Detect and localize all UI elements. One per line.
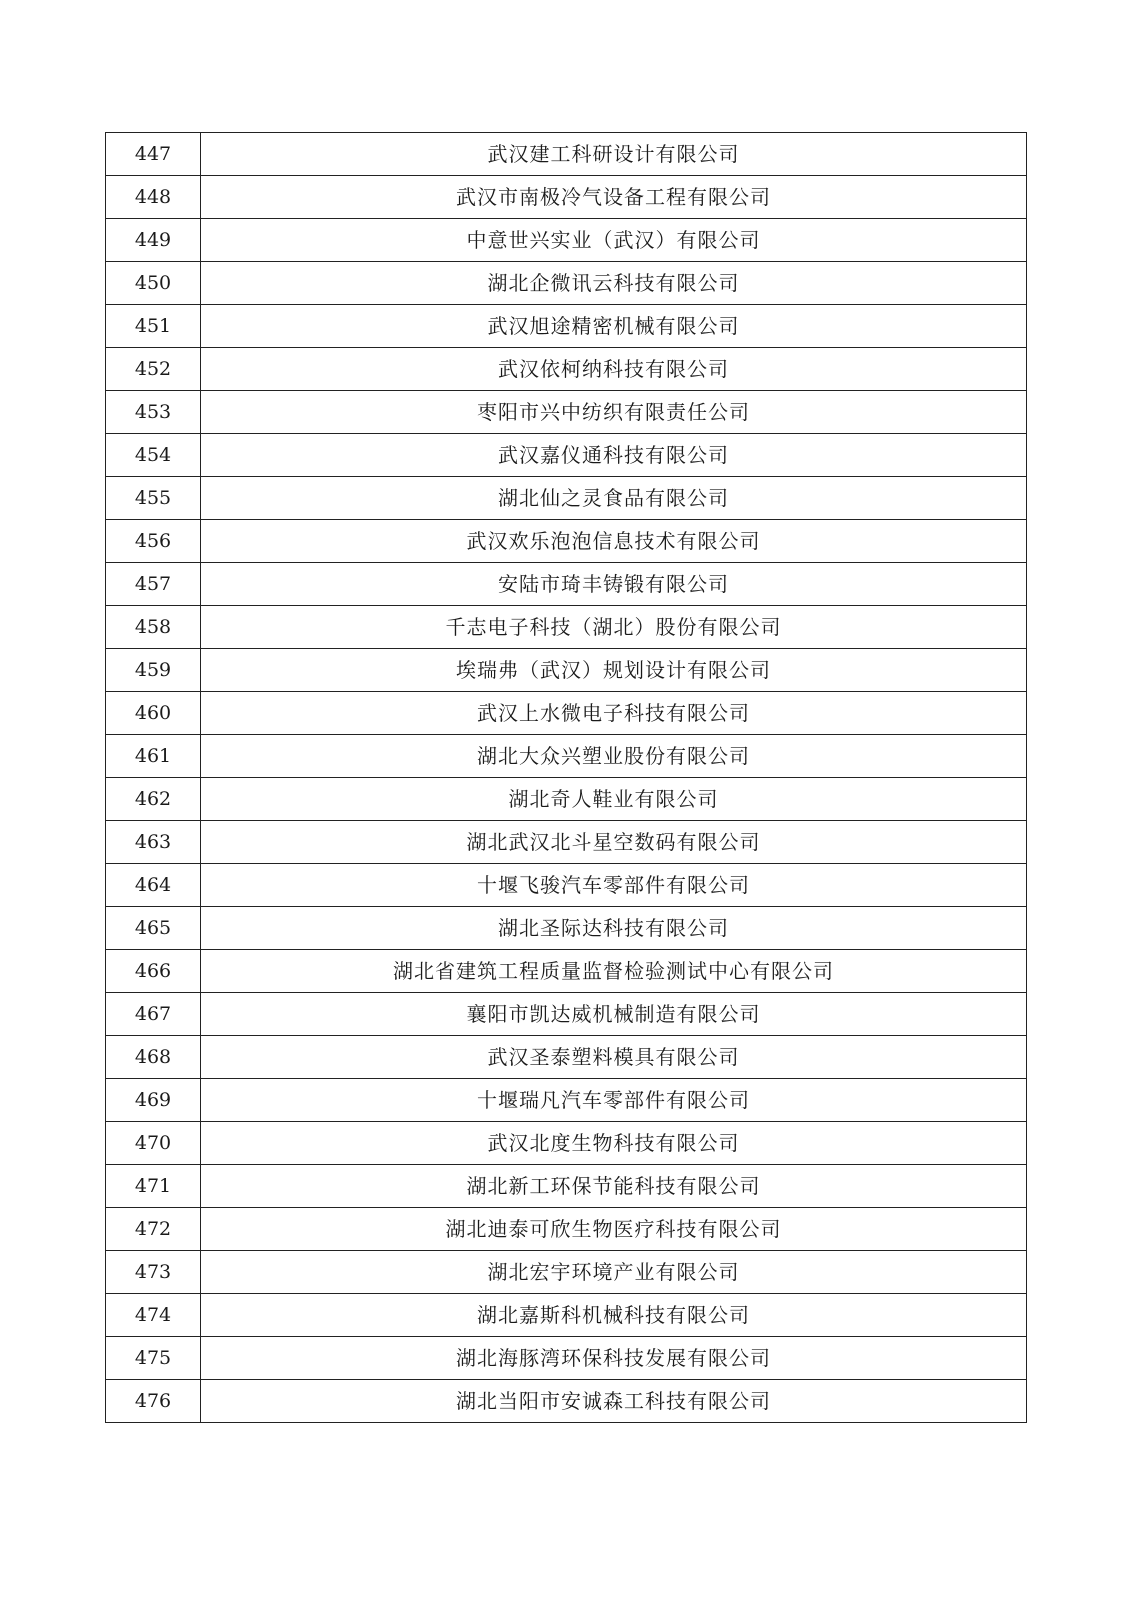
table-body bbox=[106, 133, 1027, 1423]
row-number: 465 bbox=[106, 907, 201, 950]
company-name: 湖北宏宇环境产业有限公司 bbox=[201, 1251, 1027, 1294]
company-name: 湖北嘉斯科机械科技有限公司 bbox=[201, 1294, 1027, 1337]
row-number: 458 bbox=[106, 606, 201, 649]
table-row bbox=[106, 1079, 1027, 1122]
row-number: 449 bbox=[106, 219, 201, 262]
table-row bbox=[106, 1337, 1027, 1380]
row-number: 463 bbox=[106, 821, 201, 864]
company-name: 湖北仙之灵食品有限公司 bbox=[201, 477, 1027, 520]
table-row bbox=[106, 348, 1027, 391]
row-number: 462 bbox=[106, 778, 201, 821]
table-row bbox=[106, 907, 1027, 950]
row-number: 468 bbox=[106, 1036, 201, 1079]
company-name: 武汉欢乐泡泡信息技术有限公司 bbox=[201, 520, 1027, 563]
company-name: 湖北企微讯云科技有限公司 bbox=[201, 262, 1027, 305]
company-name: 中意世兴实业（武汉）有限公司 bbox=[201, 219, 1027, 262]
company-name: 枣阳市兴中纺织有限责任公司 bbox=[201, 391, 1027, 434]
table-row bbox=[106, 563, 1027, 606]
table-row bbox=[106, 305, 1027, 348]
company-list-table bbox=[105, 132, 1027, 1423]
row-number: 455 bbox=[106, 477, 201, 520]
table-row bbox=[106, 133, 1027, 176]
company-name: 千志电子科技（湖北）股份有限公司 bbox=[201, 606, 1027, 649]
table-row bbox=[106, 1208, 1027, 1251]
table-row bbox=[106, 1380, 1027, 1423]
table-row bbox=[106, 176, 1027, 219]
row-number: 460 bbox=[106, 692, 201, 735]
company-name: 武汉建工科研设计有限公司 bbox=[201, 133, 1027, 176]
table-row bbox=[106, 1122, 1027, 1165]
table-row bbox=[106, 520, 1027, 563]
row-number: 474 bbox=[106, 1294, 201, 1337]
table-row bbox=[106, 606, 1027, 649]
company-name: 湖北圣际达科技有限公司 bbox=[201, 907, 1027, 950]
company-name: 武汉嘉仪通科技有限公司 bbox=[201, 434, 1027, 477]
row-number: 461 bbox=[106, 735, 201, 778]
row-number: 452 bbox=[106, 348, 201, 391]
company-name: 武汉北度生物科技有限公司 bbox=[201, 1122, 1027, 1165]
company-name: 武汉圣泰塑料模具有限公司 bbox=[201, 1036, 1027, 1079]
company-name: 湖北大众兴塑业股份有限公司 bbox=[201, 735, 1027, 778]
company-name: 十堰飞骏汽车零部件有限公司 bbox=[201, 864, 1027, 907]
company-name: 湖北当阳市安诚森工科技有限公司 bbox=[201, 1380, 1027, 1423]
company-name: 湖北奇人鞋业有限公司 bbox=[201, 778, 1027, 821]
row-number: 448 bbox=[106, 176, 201, 219]
company-name: 安陆市琦丰铸锻有限公司 bbox=[201, 563, 1027, 606]
row-number: 467 bbox=[106, 993, 201, 1036]
row-number: 456 bbox=[106, 520, 201, 563]
row-number: 447 bbox=[106, 133, 201, 176]
table-row bbox=[106, 1165, 1027, 1208]
row-number: 464 bbox=[106, 864, 201, 907]
table-row bbox=[106, 434, 1027, 477]
company-name: 埃瑞弗（武汉）规划设计有限公司 bbox=[201, 649, 1027, 692]
company-name: 湖北迪泰可欣生物医疗科技有限公司 bbox=[201, 1208, 1027, 1251]
row-number: 473 bbox=[106, 1251, 201, 1294]
company-name: 武汉旭途精密机械有限公司 bbox=[201, 305, 1027, 348]
table-row bbox=[106, 993, 1027, 1036]
table-row bbox=[106, 649, 1027, 692]
table-row bbox=[106, 864, 1027, 907]
row-number: 453 bbox=[106, 391, 201, 434]
table-row bbox=[106, 391, 1027, 434]
row-number: 454 bbox=[106, 434, 201, 477]
row-number: 470 bbox=[106, 1122, 201, 1165]
row-number: 466 bbox=[106, 950, 201, 993]
row-number: 472 bbox=[106, 1208, 201, 1251]
row-number: 475 bbox=[106, 1337, 201, 1380]
table-row bbox=[106, 477, 1027, 520]
table-row bbox=[106, 1036, 1027, 1079]
company-name: 武汉上水微电子科技有限公司 bbox=[201, 692, 1027, 735]
company-name: 湖北海豚湾环保科技发展有限公司 bbox=[201, 1337, 1027, 1380]
row-number: 469 bbox=[106, 1079, 201, 1122]
table-row bbox=[106, 950, 1027, 993]
company-name: 武汉市南极冷气设备工程有限公司 bbox=[201, 176, 1027, 219]
row-number: 471 bbox=[106, 1165, 201, 1208]
company-name: 湖北新工环保节能科技有限公司 bbox=[201, 1165, 1027, 1208]
company-name: 湖北省建筑工程质量监督检验测试中心有限公司 bbox=[201, 950, 1027, 993]
table-row bbox=[106, 735, 1027, 778]
table-row bbox=[106, 692, 1027, 735]
company-name: 襄阳市凯达威机械制造有限公司 bbox=[201, 993, 1027, 1036]
row-number: 459 bbox=[106, 649, 201, 692]
table-row bbox=[106, 262, 1027, 305]
row-number: 451 bbox=[106, 305, 201, 348]
table-row bbox=[106, 1251, 1027, 1294]
row-number: 476 bbox=[106, 1380, 201, 1423]
company-name: 十堰瑞凡汽车零部件有限公司 bbox=[201, 1079, 1027, 1122]
table-row bbox=[106, 821, 1027, 864]
row-number: 457 bbox=[106, 563, 201, 606]
table-row bbox=[106, 778, 1027, 821]
company-name: 湖北武汉北斗星空数码有限公司 bbox=[201, 821, 1027, 864]
table-row bbox=[106, 1294, 1027, 1337]
company-name: 武汉依柯纳科技有限公司 bbox=[201, 348, 1027, 391]
table-row bbox=[106, 219, 1027, 262]
row-number: 450 bbox=[106, 262, 201, 305]
